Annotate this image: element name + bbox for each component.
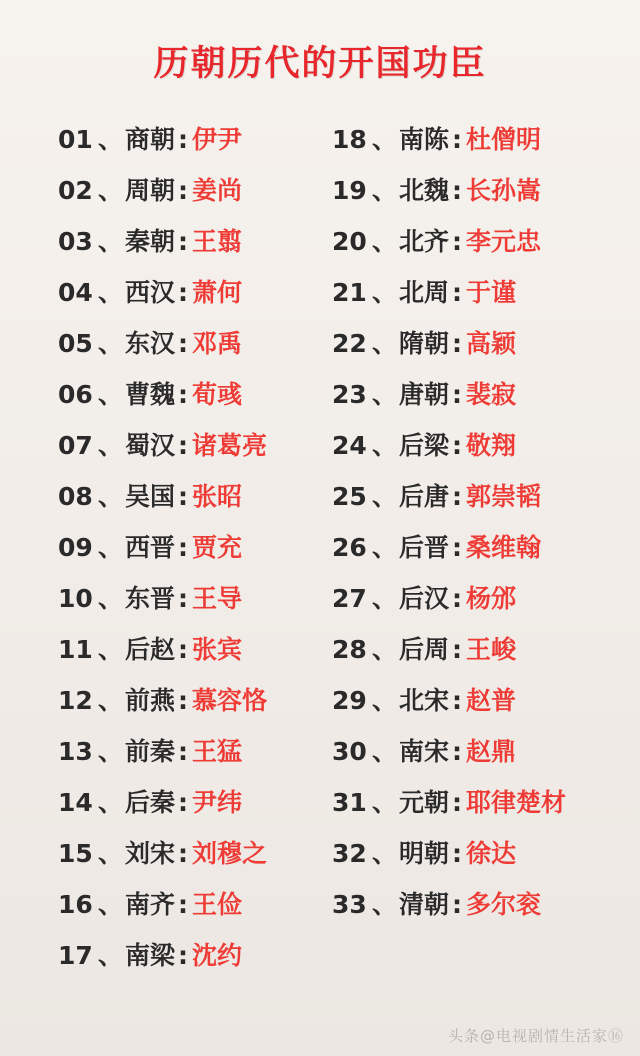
entry-person-name: 刘穆之: [192, 839, 268, 868]
entry-separator: 、: [372, 431, 398, 460]
entry-person-name: 王俭: [192, 890, 243, 919]
entry-separator: 、: [372, 176, 398, 205]
entry-person-name: 赵普: [466, 686, 517, 715]
entry-person-name: 高颖: [466, 329, 517, 358]
list-item: [58, 885, 320, 936]
entry-person-name: 张昭: [192, 482, 243, 511]
entry-number: 22: [332, 329, 367, 358]
entry-number: 12: [58, 686, 93, 715]
entry-person-name: 邓禹: [192, 329, 243, 358]
entry-number: 10: [58, 584, 93, 613]
list-item: [332, 732, 608, 783]
entry-separator: 、: [98, 380, 124, 409]
entry-dynasty: 吴国: [125, 482, 176, 511]
entry-number: 19: [332, 176, 367, 205]
entry-separator: 、: [98, 125, 124, 154]
entry-colon: :: [178, 839, 189, 868]
entry-number: 21: [332, 278, 367, 307]
entry-dynasty: 西晋: [125, 533, 176, 562]
entry-person-name: 徐达: [466, 839, 517, 868]
entry-person-name: 姜尚: [192, 176, 243, 205]
list-item: [58, 426, 320, 477]
entry-person-name: 赵鼎: [466, 737, 517, 766]
entry-person-name: 杨邠: [466, 584, 517, 613]
entry-number: 15: [58, 839, 93, 868]
list-item: [58, 222, 320, 273]
entry-dynasty: 后周: [399, 635, 450, 664]
entry-number: 20: [332, 227, 367, 256]
entry-person-name: 王翦: [192, 227, 243, 256]
entry-dynasty: 北周: [399, 278, 450, 307]
entry-dynasty: 西汉: [125, 278, 176, 307]
entry-separator: 、: [98, 227, 124, 256]
entry-person-name: 伊尹: [192, 125, 243, 154]
entry-dynasty: 北齐: [399, 227, 450, 256]
entry-separator: 、: [98, 737, 124, 766]
entry-colon: :: [452, 482, 463, 511]
list-item: [58, 834, 320, 885]
entry-separator: 、: [98, 584, 124, 613]
entry-number: 04: [58, 278, 93, 307]
entry-dynasty: 明朝: [399, 839, 450, 868]
entry-dynasty: 唐朝: [399, 380, 450, 409]
entry-separator: 、: [98, 890, 124, 919]
list-item: [332, 375, 608, 426]
entry-dynasty: 前燕: [125, 686, 176, 715]
list-item: [332, 630, 608, 681]
entry-separator: 、: [372, 380, 398, 409]
entry-separator: 、: [372, 890, 398, 919]
entry-colon: :: [452, 125, 463, 154]
entry-dynasty: 南齐: [125, 890, 176, 919]
list-item: [332, 324, 608, 375]
list-item: [58, 273, 320, 324]
entry-dynasty: 清朝: [399, 890, 450, 919]
list-item: [332, 273, 608, 324]
entry-number: 11: [58, 635, 93, 664]
entry-number: 25: [332, 482, 367, 511]
entry-colon: :: [452, 788, 463, 817]
entry-person-name: 桑维翰: [466, 533, 542, 562]
entry-number: 08: [58, 482, 93, 511]
entry-number: 13: [58, 737, 93, 766]
entry-separator: 、: [98, 278, 124, 307]
entry-person-name: 沈约: [192, 941, 243, 970]
entry-colon: :: [178, 227, 189, 256]
entry-number: 07: [58, 431, 93, 460]
entry-colon: :: [178, 635, 189, 664]
entry-person-name: 王峻: [466, 635, 517, 664]
entry-number: 09: [58, 533, 93, 562]
entry-dynasty: 前秦: [125, 737, 176, 766]
list-item: [58, 171, 320, 222]
entry-colon: :: [452, 329, 463, 358]
entry-dynasty: 北魏: [399, 176, 450, 205]
entry-dynasty: 南陈: [399, 125, 450, 154]
entry-person-name: 李元忠: [466, 227, 542, 256]
entry-person-name: 于谨: [466, 278, 517, 307]
entry-separator: 、: [98, 635, 124, 664]
list-item: [332, 120, 608, 171]
entry-dynasty: 后晋: [399, 533, 450, 562]
entry-dynasty: 南梁: [125, 941, 176, 970]
entry-colon: :: [452, 227, 463, 256]
entry-colon: :: [178, 482, 189, 511]
entry-person-name: 裴寂: [466, 380, 517, 409]
right-column: [320, 120, 608, 987]
entry-separator: 、: [372, 227, 398, 256]
list-item: [332, 528, 608, 579]
entry-dynasty: 商朝: [125, 125, 176, 154]
entry-separator: 、: [372, 278, 398, 307]
entry-person-name: 张宾: [192, 635, 243, 664]
entry-number: 30: [332, 737, 367, 766]
entry-dynasty: 后梁: [399, 431, 450, 460]
list-item: [58, 375, 320, 426]
entry-separator: 、: [372, 737, 398, 766]
entry-dynasty: 北宋: [399, 686, 450, 715]
entry-separator: 、: [98, 788, 124, 817]
entry-dynasty: 后秦: [125, 788, 176, 817]
entry-colon: :: [452, 890, 463, 919]
entry-number: 26: [332, 533, 367, 562]
entry-person-name: 郭崇韬: [466, 482, 542, 511]
list-item: [58, 681, 320, 732]
list-item: [58, 324, 320, 375]
entry-person-name: 慕容恪: [192, 686, 268, 715]
entry-separator: 、: [372, 686, 398, 715]
entry-number: 27: [332, 584, 367, 613]
entry-dynasty: 后汉: [399, 584, 450, 613]
list-item: [58, 630, 320, 681]
entry-colon: :: [452, 278, 463, 307]
entry-colon: :: [452, 737, 463, 766]
entry-colon: :: [178, 278, 189, 307]
entry-separator: 、: [372, 125, 398, 154]
left-column: [32, 120, 320, 987]
entry-person-name: 王导: [192, 584, 243, 613]
entry-person-name: 尹纬: [192, 788, 243, 817]
entry-number: 32: [332, 839, 367, 868]
entry-colon: :: [452, 635, 463, 664]
list-item: [332, 477, 608, 528]
entry-person-name: 萧何: [192, 278, 243, 307]
list-item: [58, 120, 320, 171]
entry-separator: 、: [372, 839, 398, 868]
list-item: [332, 171, 608, 222]
list-item: [332, 222, 608, 273]
watermark: 头条@电视剧情生活家⑯: [447, 1027, 624, 1045]
list-item: [58, 477, 320, 528]
entry-separator: 、: [98, 941, 124, 970]
entry-separator: 、: [372, 482, 398, 511]
entry-colon: :: [178, 380, 189, 409]
entry-dynasty: 蜀汉: [125, 431, 176, 460]
entry-person-name: 荀彧: [192, 380, 243, 409]
entry-dynasty: 后唐: [399, 482, 450, 511]
entry-dynasty: 秦朝: [125, 227, 176, 256]
entry-dynasty: 刘宋: [125, 839, 176, 868]
list-item: [58, 732, 320, 783]
list-item: [58, 579, 320, 630]
entry-colon: :: [178, 176, 189, 205]
entry-number: 17: [58, 941, 93, 970]
entry-colon: :: [178, 788, 189, 817]
entry-number: 24: [332, 431, 367, 460]
entry-number: 28: [332, 635, 367, 664]
entry-number: 05: [58, 329, 93, 358]
entry-colon: :: [178, 584, 189, 613]
entry-number: 06: [58, 380, 93, 409]
list-item: [332, 783, 608, 834]
entry-person-name: 长孙嵩: [466, 176, 542, 205]
entry-dynasty: 曹魏: [125, 380, 176, 409]
entry-dynasty: 后赵: [125, 635, 176, 664]
entry-separator: 、: [98, 686, 124, 715]
entry-person-name: 多尔衮: [466, 890, 542, 919]
list-item: [332, 426, 608, 477]
entry-colon: :: [178, 941, 189, 970]
entry-colon: :: [178, 329, 189, 358]
entry-person-name: 诸葛亮: [192, 431, 268, 460]
entry-colon: :: [178, 533, 189, 562]
entry-separator: 、: [372, 635, 398, 664]
entry-person-name: 耶律楚材: [466, 788, 567, 817]
entry-number: 29: [332, 686, 367, 715]
entry-number: 18: [332, 125, 367, 154]
entry-colon: :: [452, 431, 463, 460]
entry-number: 16: [58, 890, 93, 919]
entry-separator: 、: [372, 584, 398, 613]
entry-colon: :: [178, 431, 189, 460]
entry-separator: 、: [98, 176, 124, 205]
list-item: [58, 936, 320, 987]
entry-separator: 、: [98, 839, 124, 868]
list-item: [332, 681, 608, 732]
entry-separator: 、: [372, 533, 398, 562]
entry-colon: :: [452, 533, 463, 562]
entry-separator: 、: [372, 788, 398, 817]
entry-separator: 、: [372, 329, 398, 358]
entry-person-name: 贾充: [192, 533, 243, 562]
entry-number: 33: [332, 890, 367, 919]
entry-dynasty: 东晋: [125, 584, 176, 613]
entry-dynasty: 隋朝: [399, 329, 450, 358]
entry-separator: 、: [98, 431, 124, 460]
entry-person-name: 杜僧明: [466, 125, 542, 154]
entry-columns: [0, 86, 640, 987]
entry-number: 02: [58, 176, 93, 205]
entry-dynasty: 东汉: [125, 329, 176, 358]
list-item: [332, 834, 608, 885]
entry-number: 03: [58, 227, 93, 256]
entry-colon: :: [452, 380, 463, 409]
entry-colon: :: [452, 584, 463, 613]
entry-dynasty: 南宋: [399, 737, 450, 766]
entry-separator: 、: [98, 329, 124, 358]
entry-dynasty: 元朝: [399, 788, 450, 817]
entry-colon: :: [178, 890, 189, 919]
entry-number: 31: [332, 788, 367, 817]
entry-colon: :: [452, 839, 463, 868]
entry-dynasty: 周朝: [125, 176, 176, 205]
list-item: [332, 579, 608, 630]
entry-colon: :: [452, 176, 463, 205]
entry-number: 23: [332, 380, 367, 409]
entry-person-name: 敬翔: [466, 431, 517, 460]
entry-person-name: 王猛: [192, 737, 243, 766]
entry-number: 01: [58, 125, 93, 154]
entry-colon: :: [178, 686, 189, 715]
entry-separator: 、: [98, 482, 124, 511]
entry-colon: :: [178, 125, 189, 154]
list-item: [58, 528, 320, 579]
page-title: 历朝历代的开国功臣: [153, 44, 487, 84]
list-item: [332, 885, 608, 936]
list-item: [58, 783, 320, 834]
entry-separator: 、: [98, 533, 124, 562]
entry-colon: :: [452, 686, 463, 715]
entry-colon: :: [178, 737, 189, 766]
entry-number: 14: [58, 788, 93, 817]
